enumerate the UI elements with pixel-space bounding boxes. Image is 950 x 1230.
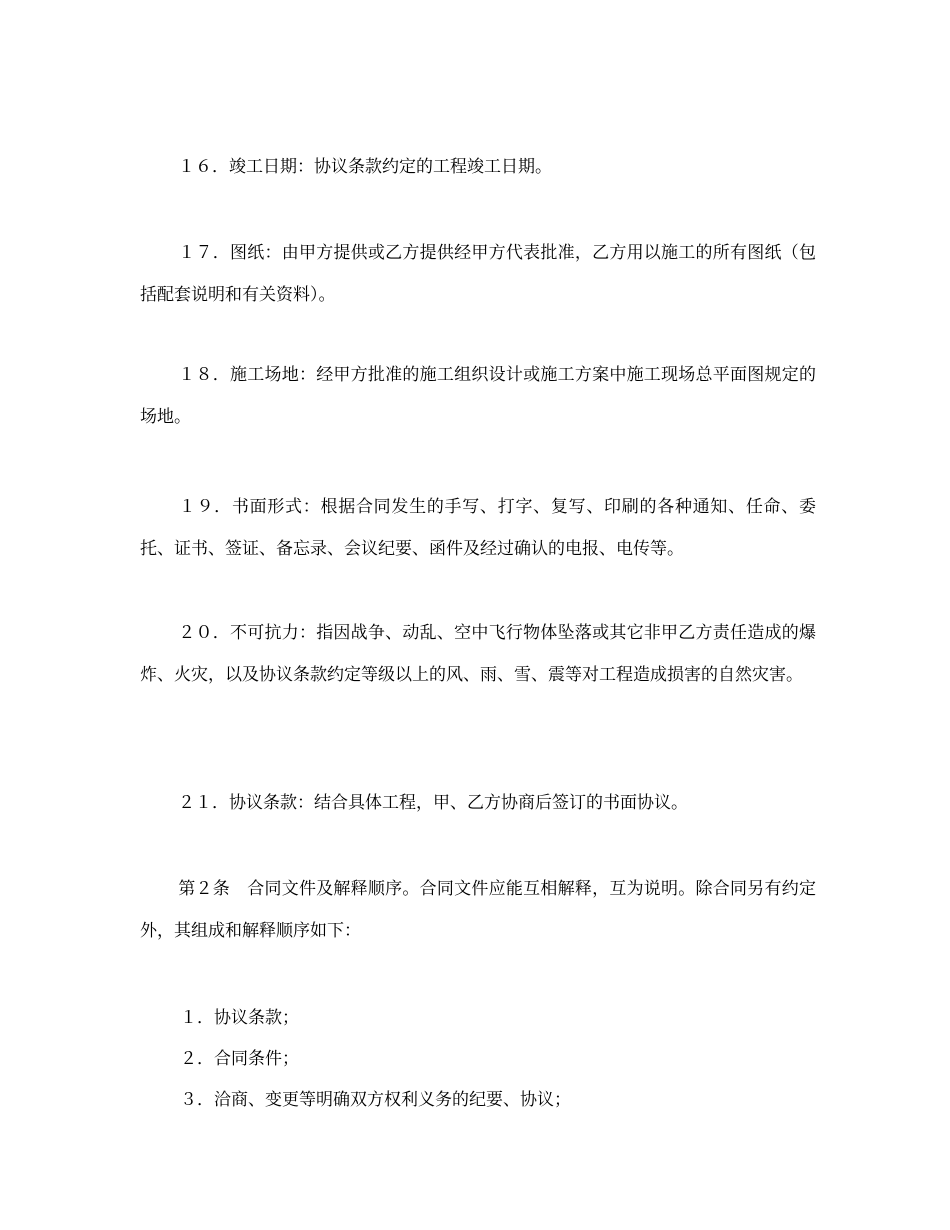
article-2-text: 第２条 合同文件及解释顺序。合同文件应能互相解释，互为说明。除合同另有约定外，其组成和解释顺序如下： xyxy=(140,879,816,941)
definition-21-text: ２１．协议条款：结合具体工程，甲、乙方协商后签订的书面协议。 xyxy=(178,793,688,813)
order-item-3: ３．洽商、变更等明确双方权利义务的纪要、协议； xyxy=(180,1090,571,1110)
definition-19-text: １９．书面形式：根据合同发生的手写、打字、复写、印刷的各种通知、任命、委托、证书、签证、备忘录、会议纪要、函件及经过确认的电报、电传等。 xyxy=(140,497,816,559)
order-item-2: ２．合同条件； xyxy=(180,1049,299,1069)
definition-17-text: １７．图纸：由甲方提供或乙方提供经甲方代表批准，乙方用以施工的所有图纸（包括配套说明和有关资料）。 xyxy=(140,243,816,305)
article-2 xyxy=(140,868,816,952)
definition-19 xyxy=(140,486,816,570)
definition-16 xyxy=(140,146,816,188)
definition-18 xyxy=(140,354,816,438)
definition-20-text: ２０．不可抗力：指因战争、动乱、空中飞行物体坠落或其它非甲乙方责任造成的爆炸、火灾，以及协议条款约定等级以上的风、雨、雪、震等对工程造成损害的自然灾害。 xyxy=(140,623,816,685)
definition-18-text: １８．施工场地：经甲方批准的施工组织设计或施工方案中施工现场总平面图规定的场地。 xyxy=(140,365,816,427)
definition-17 xyxy=(140,232,816,316)
definition-16-text: １６．竣工日期：协议条款约定的工程竣工日期。 xyxy=(178,157,552,177)
definition-20 xyxy=(140,612,816,696)
definition-21 xyxy=(140,782,816,824)
order-item-1: １．协议条款； xyxy=(180,1008,299,1028)
